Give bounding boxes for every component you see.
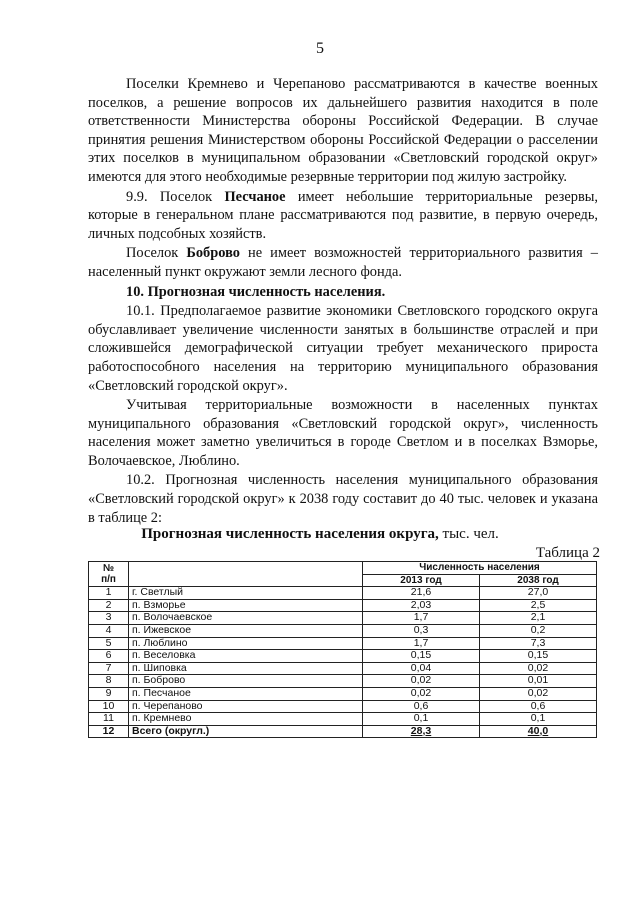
settlement-name-cell: п. Боброво	[129, 675, 363, 688]
population-table	[88, 561, 597, 738]
table-body	[89, 587, 597, 738]
table-row	[89, 612, 597, 625]
row-number-cell: 12	[89, 725, 129, 738]
table-row	[89, 624, 597, 637]
settlement-name-cell: п. Ижевское	[129, 624, 363, 637]
population-2038-cell: 2,1	[480, 612, 597, 625]
paragraph-peschanoe	[88, 188, 598, 244]
population-2013-cell: 1,7	[363, 637, 480, 650]
row-number-cell: 10	[89, 700, 129, 713]
row-number-cell: 3	[89, 612, 129, 625]
table-row	[89, 599, 597, 612]
row-number-cell: 8	[89, 675, 129, 688]
table-row	[89, 587, 597, 600]
population-2038-cell: 7,3	[480, 637, 597, 650]
table-row	[89, 675, 597, 688]
population-2038-cell: 2,5	[480, 599, 597, 612]
table-caption: Таблица 2	[535, 545, 600, 561]
settlement-name-cell: п. Кремнево	[129, 713, 363, 726]
paragraph-forecast-2038: 10.2. Прогнозная численность населения муниципального образования «Светловский городской округ» к 2038 году составит до 40 тыс. человек и указана в таблице 2:	[88, 472, 598, 526]
population-2013-cell: 0,02	[363, 687, 480, 700]
table-row	[89, 700, 597, 713]
settlement-name-cell: п. Черепаново	[129, 700, 363, 713]
paragraph-text: не имеет возможностей территориального развития – населенный пункт окружают земли лесного фонда.	[88, 245, 598, 280]
paragraph-text: Поселок	[126, 245, 187, 262]
table-header-row	[89, 562, 597, 575]
population-2038-cell: 0,6	[480, 700, 597, 713]
paragraph-economy: 10.1. Предполагаемое развитие экономики Светловского городского округа обуславливает увеличение численности занятых в большинстве отраслей и при сложившейся демографической ситуации требует механического прироста работоспособного населения на территорию муниципального образования «Светловский городской округ».	[88, 303, 598, 394]
population-2013-cell: 0,15	[363, 650, 480, 663]
row-number-cell: 5	[89, 637, 129, 650]
population-2013-cell: 0,04	[363, 662, 480, 675]
row-number-cell: 11	[89, 713, 129, 726]
population-2013-cell: 28,3	[363, 725, 480, 738]
row-number-cell: 1	[89, 587, 129, 600]
table-row	[89, 662, 597, 675]
population-2038-cell: 0,02	[480, 662, 597, 675]
header-settlement	[129, 562, 363, 587]
header-2038: 2038 год	[480, 574, 597, 587]
paragraph-military-settlements: Поселки Кремнево и Черепаново рассматриваются в качестве военных поселков, а решение вопросов их дальнейшего развития находится в поле ответственности Министерства обороны Российской Федерации. В случае принятия решения Министерством обороны Российской Федерации о расселении этих поселков в муниципальном образовании «Светловский городской округ» имеются для этого необходимые резервные территории под жилую застройку.	[88, 76, 598, 185]
table-title	[0, 525, 640, 544]
row-number-cell: 7	[89, 662, 129, 675]
table-row	[89, 687, 597, 700]
header-number-line1: №	[102, 562, 115, 574]
row-number-cell: 2	[89, 599, 129, 612]
section-heading	[88, 283, 598, 302]
header-number	[89, 562, 129, 587]
table-row	[89, 650, 597, 663]
settlement-name-cell: Всего (округл.)	[129, 725, 363, 738]
population-2038-cell: 0,02	[480, 687, 597, 700]
population-2038-cell: 0,1	[480, 713, 597, 726]
row-number-cell: 9	[89, 687, 129, 700]
page-number: 5	[316, 40, 324, 57]
section-heading-text: 10. Прогнозная численность населения.	[126, 283, 386, 300]
document-body	[88, 75, 598, 527]
header-population-group: Численность населения	[363, 562, 597, 575]
settlement-name-cell: п. Веселовка	[129, 650, 363, 663]
table-row	[89, 637, 597, 650]
row-number-cell: 6	[89, 650, 129, 663]
population-2038-cell: 27,0	[480, 587, 597, 600]
table-row	[89, 725, 597, 738]
table-title-unit: тыс. чел.	[438, 526, 499, 542]
settlement-name-cell: п. Волочаевское	[129, 612, 363, 625]
population-2013-cell: 2,03	[363, 599, 480, 612]
population-2038-cell: 40,0	[480, 725, 597, 738]
settlement-name-cell: п. Песчаное	[129, 687, 363, 700]
header-2013: 2013 год	[363, 574, 480, 587]
paragraph-territorial-possibilities: Учитывая территориальные возможности в населенных пунктах муниципального образования «Светловский городской округ», численность населения может заметно увеличиться в городе Светлом и в поселках Взморье, Волочаевское, Люблино.	[88, 397, 598, 469]
settlement-name-bold: Песчаное	[224, 188, 286, 205]
row-number-cell: 4	[89, 624, 129, 637]
settlement-name-cell: г. Светлый	[129, 587, 363, 600]
paragraph-text: 9.9. Поселок	[126, 188, 225, 205]
population-2013-cell: 21,6	[363, 587, 480, 600]
paragraph-bobrovo	[88, 244, 598, 281]
settlement-name-cell: п. Взморье	[129, 599, 363, 612]
paragraph-text: имеет небольшие территориальные резервы, которые в генеральном плане рассматриваются под развитие, в первую очередь, личных подсобных хозяйств.	[88, 188, 599, 242]
header-number-line2: п/п	[101, 574, 116, 586]
settlement-name-cell: п. Люблино	[129, 637, 363, 650]
table-row	[89, 713, 597, 726]
table-title-text: Прогнозная численность населения округа,	[141, 526, 439, 542]
population-2013-cell: 0,02	[363, 675, 480, 688]
population-2013-cell: 0,1	[363, 713, 480, 726]
settlement-name-bold: Боброво	[186, 245, 240, 262]
population-2013-cell: 0,3	[363, 624, 480, 637]
settlement-name-cell: п. Шиповка	[129, 662, 363, 675]
population-2038-cell: 0,2	[480, 624, 597, 637]
population-2038-cell: 0,01	[480, 675, 597, 688]
population-2013-cell: 0,6	[363, 700, 480, 713]
population-2038-cell: 0,15	[480, 650, 597, 663]
population-2013-cell: 1,7	[363, 612, 480, 625]
